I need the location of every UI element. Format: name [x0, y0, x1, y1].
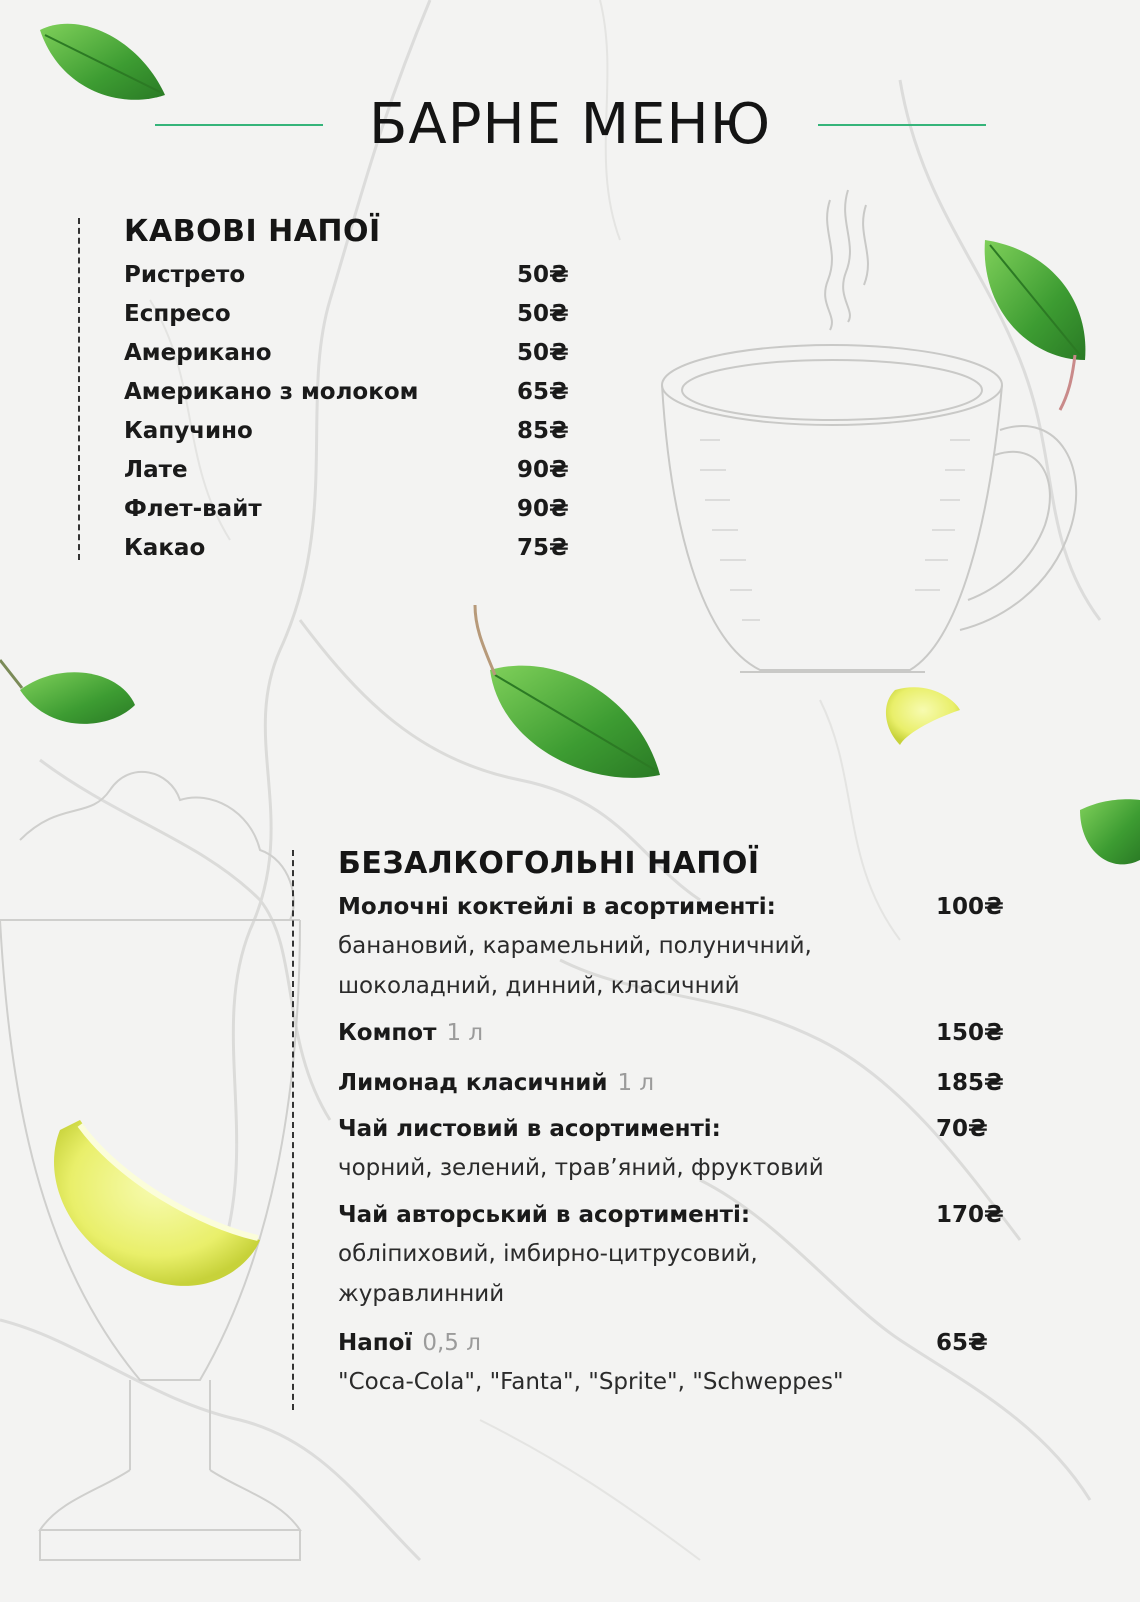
item-name: Компот — [338, 1020, 437, 1046]
description-line: банановий, карамельний, полуничний, — [338, 933, 812, 959]
item-price: 75₴ — [517, 535, 569, 561]
description-line: шоколадний, динний, класичний — [338, 973, 740, 999]
item-volume: 1 л — [617, 1070, 655, 1096]
description-line: обліпиховий, імбирно-цитрусовий, — [338, 1241, 758, 1267]
item-price: 90₴ — [517, 457, 569, 483]
item-description — [338, 1148, 918, 1188]
item-price: 150₴ — [936, 1020, 1004, 1046]
item-name: Американо — [124, 340, 272, 366]
item-name: Лимонад класичний — [338, 1070, 608, 1096]
item-price: 50₴ — [517, 262, 569, 288]
item-price: 170₴ — [936, 1202, 1004, 1228]
item-name: Лате — [124, 457, 188, 483]
item-price: 100₴ — [936, 894, 1004, 920]
soft-section-title: БЕЗАЛКОГОЛЬНІ НАПОЇ — [338, 846, 760, 881]
soft-item — [338, 1330, 1008, 1356]
coffee-item — [124, 262, 584, 301]
item-volume: 1 л — [446, 1020, 484, 1046]
item-price: 65₴ — [936, 1330, 988, 1356]
title-divider-right — [818, 124, 986, 126]
coffee-item — [124, 301, 584, 340]
soft-item — [338, 1020, 1008, 1046]
soft-item — [338, 1116, 1008, 1142]
item-name: Чай листовий в асортименті: — [338, 1116, 721, 1142]
soft-item — [338, 894, 1008, 920]
item-name: Ристрето — [124, 262, 246, 288]
item-name: Американо з молоком — [124, 379, 419, 405]
title-divider-left — [155, 124, 323, 126]
coffee-item — [124, 535, 584, 574]
item-volume: 0,5 л — [422, 1330, 481, 1356]
item-name: Какао — [124, 535, 206, 561]
coffee-item — [124, 496, 584, 535]
item-name: Напої — [338, 1330, 413, 1356]
item-price: 85₴ — [517, 418, 569, 444]
description-line: чорний, зелений, трав’яний, фруктовий — [338, 1155, 824, 1181]
coffee-section-divider — [78, 218, 80, 560]
item-name: Капучино — [124, 418, 253, 444]
item-description — [338, 926, 918, 1006]
item-description — [338, 1362, 958, 1402]
item-name: Молочні коктейлі в асортименті: — [338, 894, 776, 920]
coffee-section-title: КАВОВІ НАПОЇ — [124, 214, 381, 249]
soft-item — [338, 1070, 1008, 1096]
item-price: 90₴ — [517, 496, 569, 522]
item-price: 65₴ — [517, 379, 569, 405]
coffee-item — [124, 379, 584, 418]
soft-section-divider — [292, 850, 294, 1410]
page-title: БАРНЕ МЕНЮ — [368, 92, 772, 157]
item-name: Флет-вайт — [124, 496, 262, 522]
title-row — [0, 92, 1140, 162]
coffee-item — [124, 457, 584, 496]
item-price: 70₴ — [936, 1116, 988, 1142]
item-price: 185₴ — [936, 1070, 1004, 1096]
description-line: журавлинний — [338, 1281, 505, 1307]
description-line: "Coca-Cola", "Fanta", "Sprite", "Schweppes" — [338, 1369, 844, 1395]
soft-item — [338, 1202, 1008, 1228]
item-name: Еспресо — [124, 301, 231, 327]
coffee-item — [124, 418, 584, 457]
item-description — [338, 1234, 918, 1314]
item-price: 50₴ — [517, 301, 569, 327]
item-price: 50₴ — [517, 340, 569, 366]
coffee-item — [124, 340, 584, 379]
item-name: Чай авторський в асортименті: — [338, 1202, 751, 1228]
